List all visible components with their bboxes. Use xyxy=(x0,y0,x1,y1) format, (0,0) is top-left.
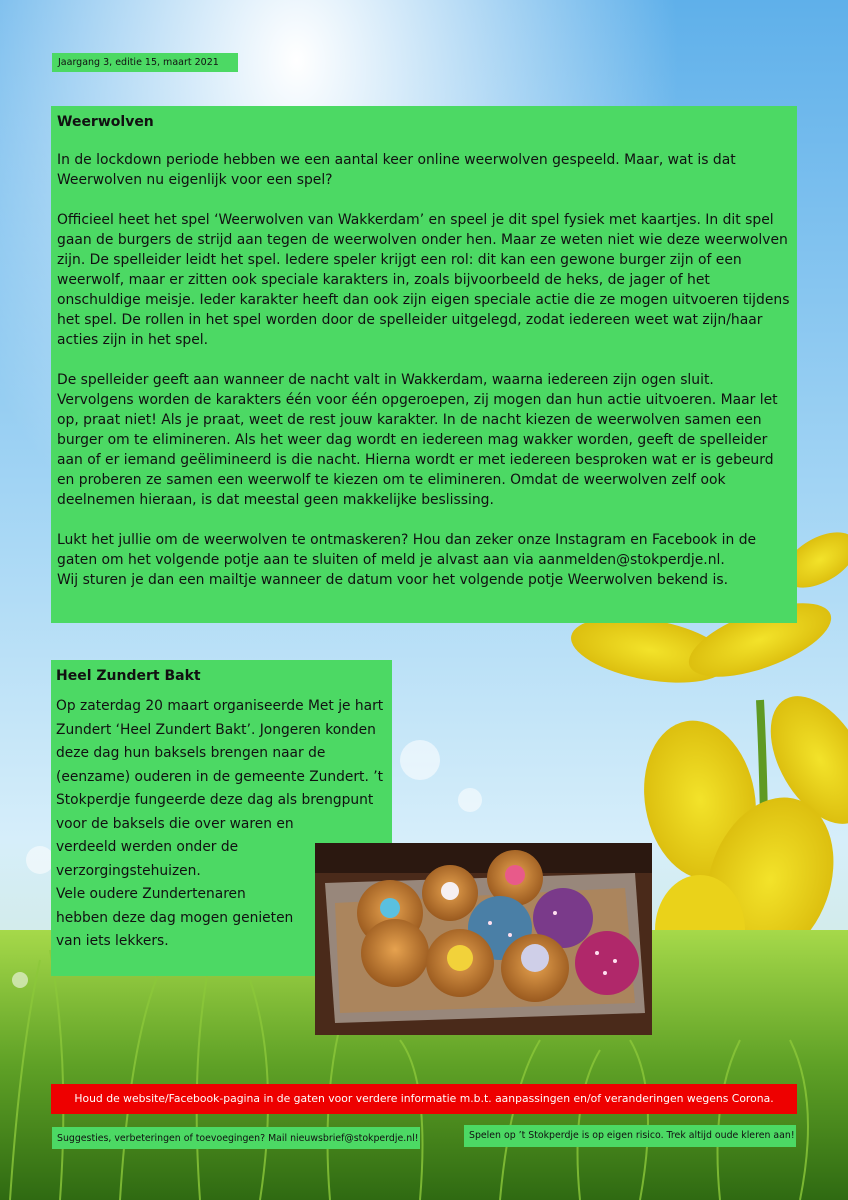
article-paragraph xyxy=(57,530,791,590)
cupcakes-photo xyxy=(315,843,652,1035)
corona-banner: Houd de website/Facebook-pagina in de gaten voor verdere informatie m.b.t. aanpassingen en/of veranderingen wegens Corona. xyxy=(51,1084,797,1114)
article-paragraph: De spelleider geeft aan wanneer de nacht valt in Wakkerdam, waarna iedereen zijn ogen sluit. Vervolgens worden de karakters één voor één opgeroepen, zij mogen dan hun actie uitvoeren. Maar let op, praat niet! Als je praat, weet de rest jouw karakter. In de nacht kiezen de weerwolven samen een burger om te elimineren. Als het weer dag wordt en iedereen mag wakker worden, geeft de spelleider aan of er iemand geëlimineerd is die nacht. Hierna wordt er met iedereen besproken wat er is gebeurd en proberen ze samen een weerwolf te kiezen om te elimineren. Omdat de weerwolven zelf ook deelnemen hieraan, is dat meestal geen makkelijke beslissing. xyxy=(57,372,778,508)
suggestions-note: Suggesties, verbeteringen of toevoegingen? Mail nieuwsbrief@stokperdje.nl! xyxy=(52,1127,420,1149)
article-paragraph: Vele oudere Zundertenaren hebben deze dag mogen genieten van iets lekkers. xyxy=(56,886,294,949)
article-paragraph: In de lockdown periode hebben we een aantal keer online weerwolven gespeeld. Maar, wat is dat Weerwolven nu eigenlijk voor een spel? xyxy=(57,152,736,188)
article-paragraph: Officieel heet het spel ‘Weerwolven van Wakkerdam’ en speel je dit spel fysiek met kaartjes. In dit spel gaan de burgers de strijd aan tegen de weerwolven onder hen. Maar ze weten niet wie deze weerwolven zijn. De spelleider leidt het spel. Iedere speler krijgt een rol: dit kan een gewone burger zijn of een weerwolf, maar er zitten ook speciale karakters in, zoals bijvoorbeeld de heks, de jager of het onschuldige meisje. Ieder karakter heeft dan ook zijn eigen speciale actie die ze mogen uitvoeren tijdens het spel. De rollen in het spel worden door de spelleider uitgelegd, zodat iedereen weet wat zijn/haar acties zijn in het spel. xyxy=(57,212,790,348)
article-paragraph: voor de baksels die over waren en verdeeld werden onder de verzorgingstehuizen. xyxy=(56,815,294,879)
article-title: Weerwolven xyxy=(57,114,154,130)
closing-text: Lukt het jullie om de weerwolven te ontmaskeren? Hou dan zeker onze Instagram en Facebook in de gaten om het volgende potje aan te sluiten of meld je alvast aan via aanmelden@stokperdje.nl. xyxy=(57,532,757,568)
article-title: Heel Zundert Bakt xyxy=(56,668,201,684)
closing-text: Wij sturen je dan een mailtje wanneer de datum voor het volgende potje Weerwolven bekend is. xyxy=(57,572,729,588)
risk-note: Spelen op ’t Stokperdje is op eigen risico. Trek altijd oude kleren aan! xyxy=(464,1125,796,1147)
article-paragraph: Op zaterdag 20 maart organiseerde Met je hart Zundert ‘Heel Zundert Bakt’. Jongeren konden deze dag hun baksels brengen naar de (eenzame) ouderen in de gemeente Zundert. ’t Stokperdje fungeerde deze dag als brengpunt xyxy=(56,698,384,808)
weerwolven-article xyxy=(51,106,797,623)
edition-label: Jaargang 3, editie 15, maart 2021 xyxy=(52,53,238,72)
